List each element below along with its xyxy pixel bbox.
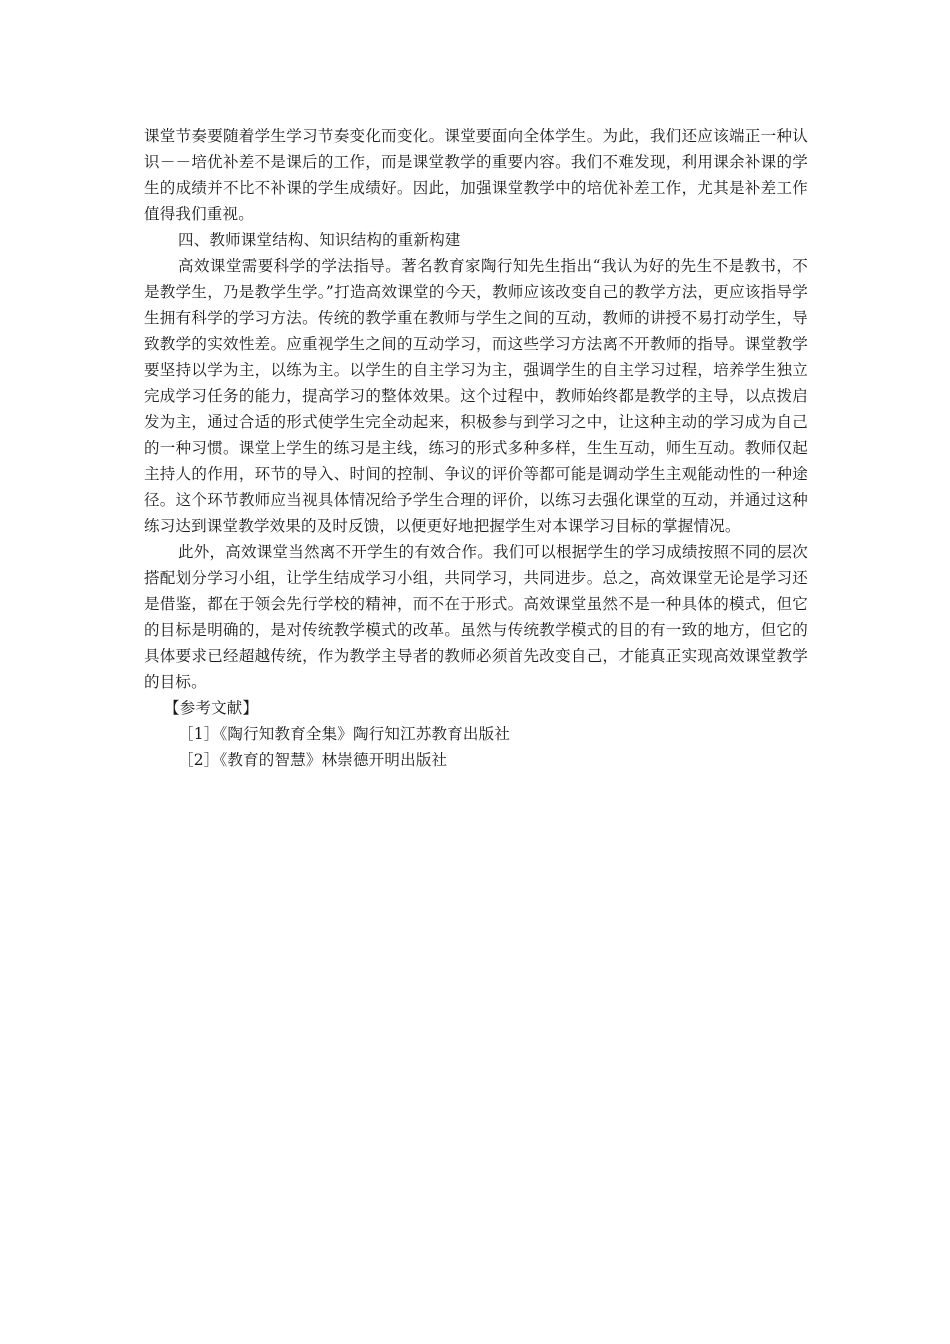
reference-item-2: ［2］《教育的智慧》林崇德开明出版社 xyxy=(178,751,448,769)
reference-item-1: ［1］《陶行知教育全集》陶行知江苏教育出版社 xyxy=(178,725,511,743)
references-title: 【参考文献】 xyxy=(164,699,259,717)
section-heading-4: 四、教师课堂结构、知识结构的重新构建 xyxy=(178,231,461,249)
paragraph-cooperation: 此外，高效课堂当然离不开学生的有效合作。我们可以根据学生的学习成绩按照不同的层次搭配划分学习小组，让学生结成学习小组，共同学习，共同进步。总之，高效课堂无论是学习还是借鉴，都在于领会先行学校的精神，而不在于形式。高效课堂虽然不是一种具体的模式，但它的目标是明确的，是对传统教学模式的改革。虽然与传统教学模式的目的有一致的地方，但它的具体要求已经超越传统，作为教学主导者的教师必须首先改变自己，才能真正实现高效课堂教学的目标。 xyxy=(144,543,808,691)
paragraph-class-rhythm: 课堂节奏要随着学生学习节奏变化而变化。课堂要面向全体学生。为此，我们还应该端正一种认识－－培优补差不是课后的工作，而是课堂教学的重要内容。我们不难发现，利用课余补课的学生的成绩并不比不补课的学生成绩好。因此，加强课堂教学中的培优补差工作，尤其是补差工作值得我们重视。 xyxy=(144,127,808,223)
document-body xyxy=(144,123,808,773)
paragraph-study-guidance: 高效课堂需要科学的学法指导。著名教育家陶行知先生指出“我认为好的先生不是教书，不是教学生，乃是教学生学。”打造高效课堂的今天，教师应该改变自己的教学方法，更应该指导学生拥有科学的学习方法。传统的教学重在教师与学生之间的互动，教师的讲授不易打动学生，导致教学的实效性差。应重视学生之间的互动学习，而这些学习方法离不开教师的指导。课堂教学要坚持以学为主，以练为主。以学生的自主学习为主，强调学生的自主学习过程，培养学生独立完成学习任务的能力，提高学习的整体效果。这个过程中，教师始终都是教学的主导，以点拨启发为主，通过合适的形式使学生完全动起来，积极参与到学习之中，让这种主动的学习成为自己的一种习惯。课堂上学生的练习是主线，练习的形式多种多样，生生互动，师生互动。教师仅起主持人的作用，环节的导入、时间的控制、争议的评价等都可能是调动学生主观能动性的一种途径。这个环节教师应当视具体情况给予学生合理的评价，以练习去强化课堂的互动，并通过这种练习达到课堂教学效果的及时反馈，以便更好地把握学生对本课学习目标的掌握情况。 xyxy=(144,257,808,535)
